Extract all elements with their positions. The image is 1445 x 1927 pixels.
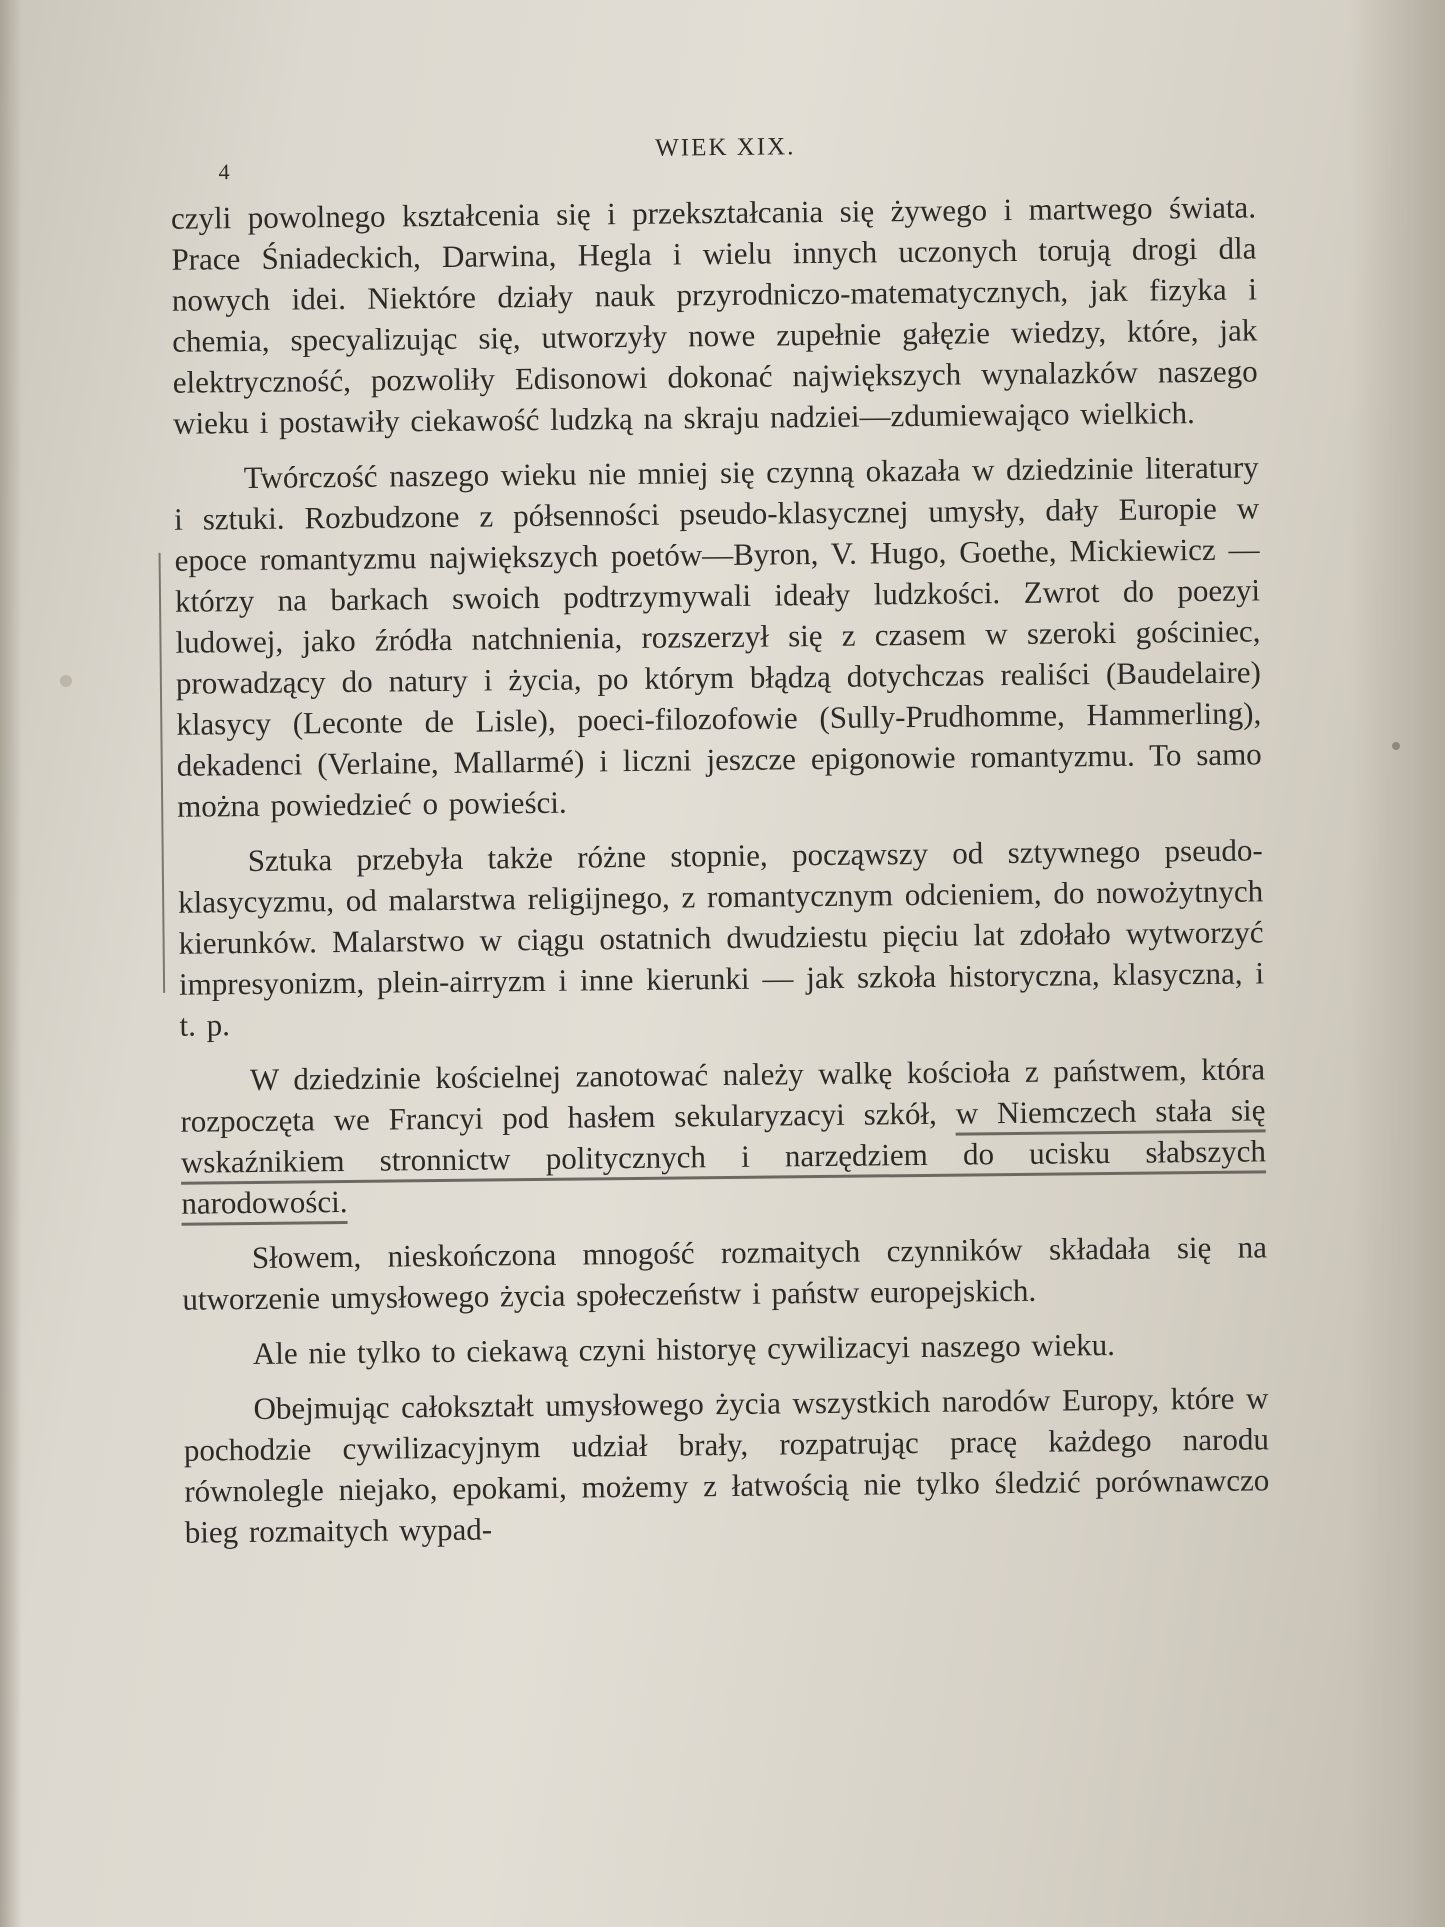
paragraph-text: W dziedzinie kościelnej zanotować należy walkę kościoła z państwem, która rozpoczęta we Francyi pod hasłem sekularyzacyi szkół,	[180, 1051, 1266, 1139]
page-header	[150, 108, 1301, 185]
paragraph: Słowem, nieskończona mnogość rozmaitych czynników składała się na utworzenie umysłowego życia społeczeństw i państw europejskich.	[182, 1229, 1268, 1317]
paper-stain	[60, 675, 72, 687]
running-head: WIEK XIX.	[655, 133, 796, 162]
pencil-underline-text: w Niemczech stała się wskaźnikiem stronnictw politycznych i narzędziem do ucisku słabszych narodowości.	[181, 1092, 1266, 1225]
paper-mark	[1392, 742, 1400, 750]
paragraph: czyli powolnego kształcenia się i przekształcania się żywego i martwego świata. Prace Śniadeckich, Darwina, Hegla i wielu innych uczonych torują drogi dla nowych idei. Niektóre działy nauk przyrodniczo-matematycznych, jak fizyka i chemia, specyalizując się, utworzyły nowe zupełnie gałęzie wiedzy, które, jak elektryczność, pozwoliły Edisonowi dokonać największych wynalazków naszego wieku i postawiły ciekawość ludzką na skraju nadziei—zdumiewająco wielkich.	[170, 189, 1258, 441]
page-edge	[1350, 0, 1445, 1927]
paragraph: Sztuka przebyła także różne stopnie, począwszy od sztywnego pseudo-klasycyzmu, od malarstwa religijnego, z romantycznym odcieniem, do nowożytnych kierunków. Malarstwo w ciągu ostatnich dwudziestu pięciu lat zdołało wytworzyć impresyonizm, plein-airryzm i inne kierunki — jak szkoła historyczna, klasyczna, i t. p.	[178, 832, 1265, 1043]
paragraph: Twórczość naszego wieku nie mniej się czynną okazała w dziedzinie literatury i sztuki. Rozbudzone z półsenności pseudo-klasycznej umysły, dały Europie w epoce romantyzmu największych poetów—Byron, V. Hugo, Goethe, Mickiewicz — którzy na barkach swoich podtrzymywali ideały ludzkości. Zwrot do poezyi ludowej, jako źródła natchnienia, rozszerzył się z czasem w szeroki gościniec, prowadzący do natury i życia, po którym błądzą dotychczas realiści (Baudelaire) klasycy (Leconte de Lisle), poeci-filozofowie (Sully-Prudhomme, Hammerling), dekadenci (Verlaine, Mallarmé) i liczni jeszcze epigonowie romantyzmu. To samo można powiedzieć o powieści.	[173, 449, 1262, 824]
page-number: 4	[218, 159, 230, 185]
paragraph: Obejmując całokształt umysłowego życia wszystkich narodów Europy, które w pochodzie cywilizacyjnym udział brały, rozpatrując pracę każdego narodu równolegle niejako, epokami, możemy z łatwością nie tylko śledzić porównawczo bieg rozmaitych wypad-	[183, 1380, 1270, 1550]
margin-pencil-line	[159, 553, 166, 993]
paragraph-underlined	[180, 1048, 1267, 1223]
paragraph: Ale nie tylko to ciekawą czyni historyę cywilizacyi naszego wieku.	[252, 1326, 1116, 1371]
body-text	[151, 186, 1270, 1552]
binding-shadow	[0, 0, 22, 1927]
printed-page	[150, 108, 1319, 1900]
